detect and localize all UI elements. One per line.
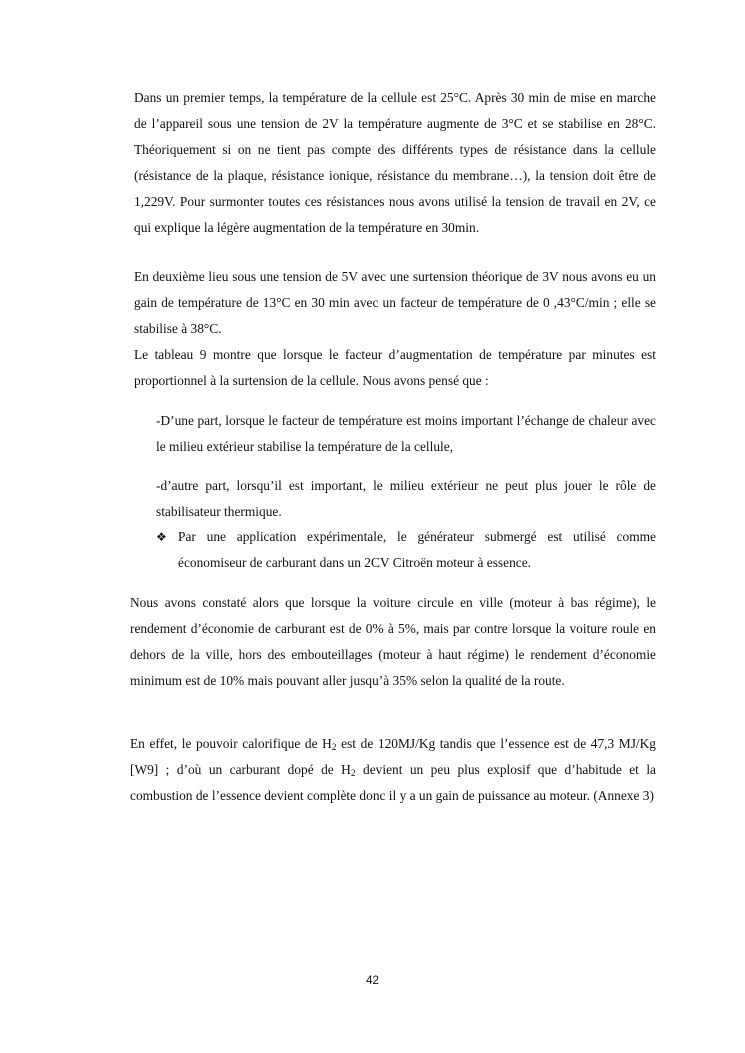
paragraph-calorific-value [130, 731, 656, 809]
subscript-2: 2 [350, 769, 356, 779]
paragraph-first-point: -D’une part, lorsque le facteur de température est moins important l’échange de chaleur avec le milieu extérieur stabilise la température de la cellule, [156, 413, 656, 454]
paragraph-second-point: -d’autre part, lorsqu’il est important, le milieu extérieur ne peut plus jouer le rôle de stabilisateur thermique. [156, 478, 656, 519]
diamond-bullet-icon: ❖ [156, 530, 167, 544]
paragraph-second-test: En deuxième lieu sous une tension de 5V avec une surtension théorique de 3V nous avons eu un gain de température de 13°C en 30 min avec un facteur de température de 0 ,43°C/min ; elle se stabilise à 38°C. [134, 269, 656, 336]
page-number: 42 [366, 975, 379, 987]
subscript-2: 2 [331, 743, 337, 753]
paragraph-table-9: Le tableau 9 montre que lorsque le facteur d’augmentation de température par minutes est proportionnel à la surtension de la cellule. Nous avons pensé que : [134, 347, 656, 388]
bullet-item-text: Par une application expérimentale, le générateur submergé est utilisé comme économiseur de carburant dans un 2CV Citroën moteur à essence. [178, 529, 656, 570]
paragraph-fuel-economy: Nous avons constaté alors que lorsque la voiture circule en ville (moteur à bas régime), le rendement d’économie de carburant est de 0% à 5%, mais par contre lorsque la voiture roule en dehors de la ville, hors des embouteillages (moteur à haut régime) le rendement d’économie minimum est de 10% mais pouvant aller jusqu’à 35% selon la qualité de la route. [130, 595, 656, 688]
bullet-item-application [156, 524, 656, 576]
calorific-text-part-3: devient un peu plus explosif que d’habitude et la combustion de l’essence devient complète donc il y a un gain de puissance au moteur. (Annexe 3) [130, 762, 656, 803]
paragraph-cell-temperature: Dans un premier temps, la température de la cellule est 25°C. Après 30 min de mise en marche de l’appareil sous une tension de 2V la température augmente de 3°C et se stabilise en 28°C. Théoriquement si on ne tient pas compte des différents types de résistance dans la cellule (résistance de la plaque, résistance ionique, résistance du membrane…), la tension doit être de 1,229V. Pour surmonter toutes ces résistances nous avons utilisé la tension de travail en 2V, ce qui explique la légère augmentation de la température en 30min. [134, 90, 656, 235]
calorific-text-part-2: est de 120MJ/Kg tandis que l’essence est de 47,3 MJ/Kg [W9] ; d’où un carburant dopé de H [130, 736, 656, 777]
calorific-text-part-1: En effet, le pouvoir calorifique de H [130, 736, 332, 751]
